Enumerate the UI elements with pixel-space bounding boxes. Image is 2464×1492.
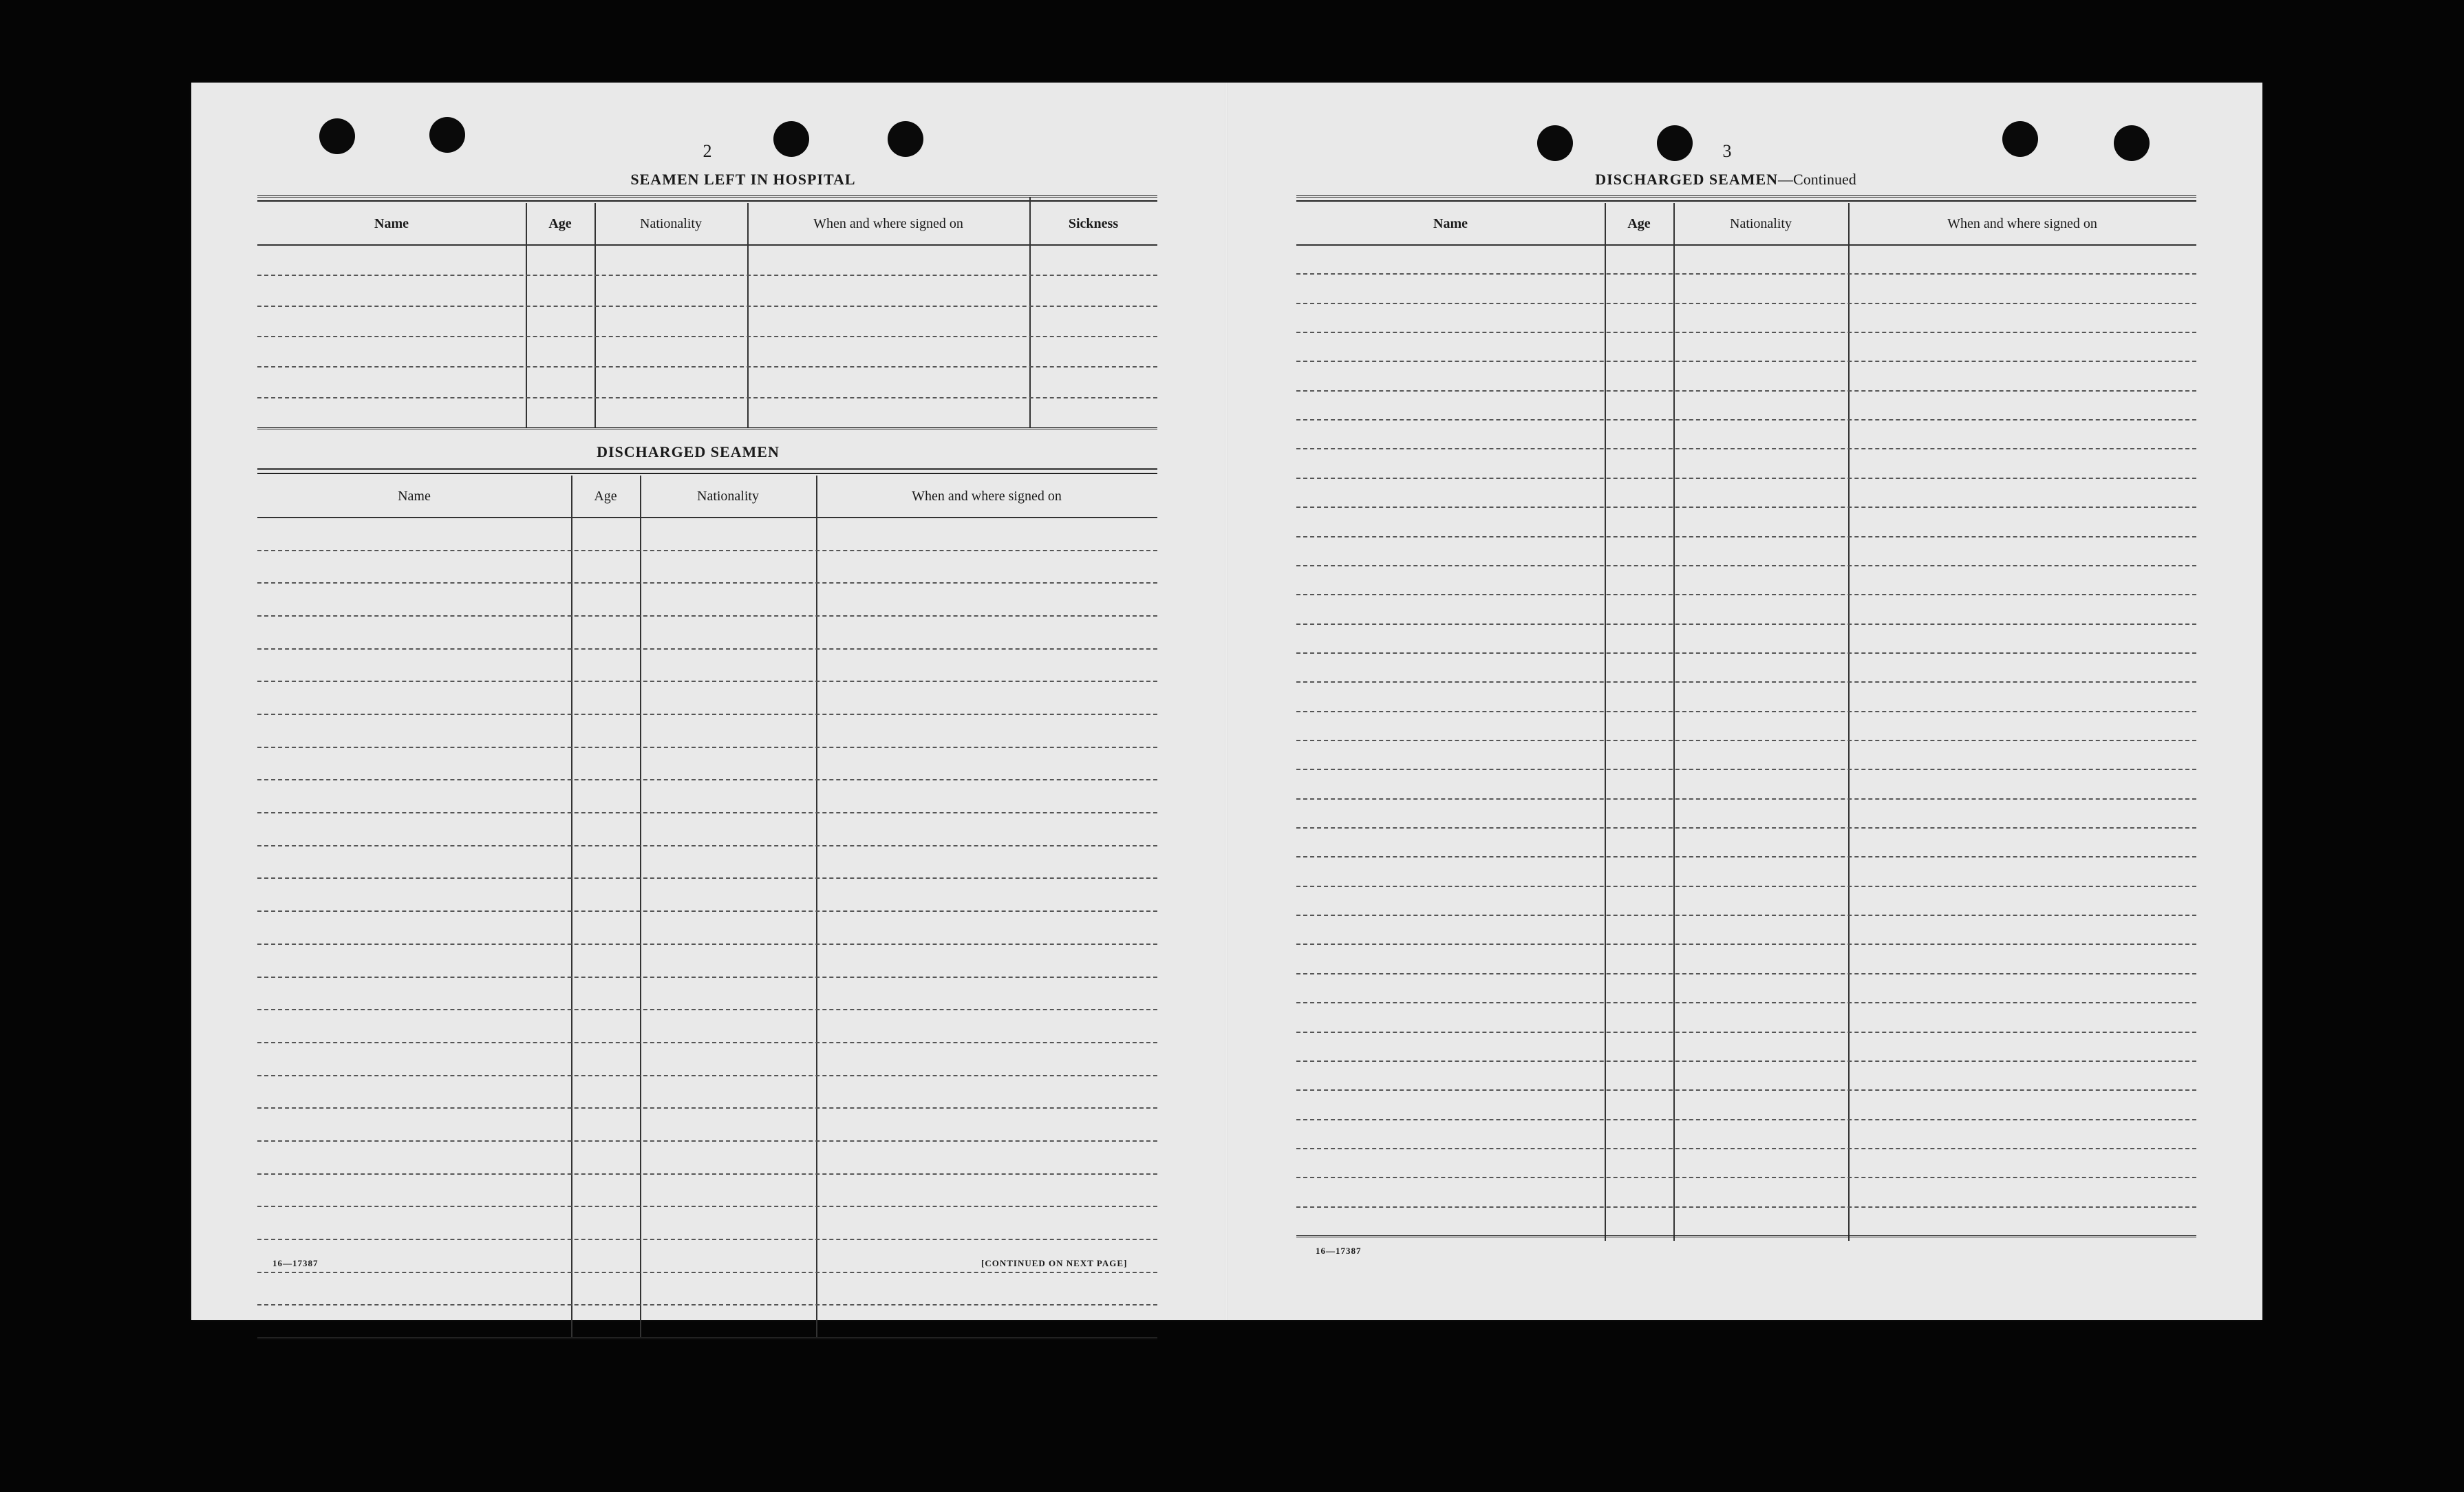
table-row-line [257,336,1157,337]
table-row-line [257,648,1157,650]
column-header-name: Name [374,215,409,231]
table-row-line [257,845,1157,846]
column-header-nationality: Nationality [1730,215,1792,231]
table-row-line [1296,1089,2196,1091]
table-row-line [1296,769,2196,770]
table-row-line [1296,565,2196,566]
table-row-line [257,366,1157,367]
table-row-line [1296,1119,2196,1120]
table-row-line [1296,973,2196,974]
form-number: 16—17387 [272,1258,319,1268]
column-header-nationality: Nationality [697,488,759,504]
table-row-line [257,615,1157,617]
table-row-line [257,1272,1157,1273]
left-page [191,83,1225,1320]
table-row-line [257,944,1157,945]
table-row-line [1296,798,2196,800]
table-row-line [1296,915,2196,916]
column-header-age: Age [594,488,617,504]
discharged-table-header [257,476,1157,518]
table-row-line [1296,886,2196,887]
table-row-line [257,275,1157,276]
table-row-line [1296,273,2196,275]
discharged-section-title: DISCHARGED SEAMEN [597,443,780,460]
right-page [1228,83,2262,1320]
column-header-name: Name [1433,215,1468,231]
hospital-section-title: SEAMEN LEFT IN HOSPITAL [630,171,856,188]
table-row-line [257,1075,1157,1076]
form-number: 16—17387 [1316,1246,1362,1256]
table-row-line [257,1107,1157,1109]
column-header-signed-on: When and where signed on [813,215,963,231]
column-header-signed-on: When and where signed on [912,488,1062,504]
page-number: 3 [1722,141,1732,161]
table-row-line [1296,419,2196,420]
table-row-line [257,910,1157,912]
table-row-line [257,550,1157,551]
table-row-line [1296,1177,2196,1178]
table-row-line [1296,1002,2196,1003]
table-row-line [1296,448,2196,449]
table-row-line [1296,711,2196,712]
table-row-line [257,582,1157,584]
table-row-line [1296,303,2196,304]
table-row-line [257,877,1157,879]
table-row-line [1296,1148,2196,1149]
table-row-line [257,397,1157,398]
hospital-table-header [257,203,1157,246]
table-row-line [257,812,1157,813]
table-row-line [257,1206,1157,1207]
table-row-line [1296,944,2196,945]
table-row-line [1296,624,2196,625]
table-row-line [257,714,1157,715]
column-header-nationality: Nationality [640,215,702,231]
section-title-suffix: —Continued [1778,171,1856,188]
table-row-line [1296,856,2196,857]
table-row-line [1296,594,2196,595]
table-row-line [1296,1032,2196,1033]
table-row-line [1296,536,2196,537]
column-header-sickness: Sickness [1068,215,1119,231]
section-title-main: DISCHARGED SEAMEN [1595,171,1779,188]
discharged-continued-header [1296,203,2196,246]
table-row-line [257,1173,1157,1175]
table-row-line [1296,507,2196,508]
page-number: 2 [703,141,712,161]
table-row-line [1296,478,2196,479]
table-row-line [1296,390,2196,392]
column-header-name: Name [398,488,431,504]
table-row-line [1296,1061,2196,1062]
table-row-line [257,681,1157,682]
table-row-line [1296,332,2196,333]
table-row-line [257,1042,1157,1043]
table-row-line [257,779,1157,780]
discharged-table [257,468,1157,1337]
column-header-signed-on: When and where signed on [1947,215,2097,231]
table-row-line [257,1239,1157,1240]
table-row-line [1296,740,2196,741]
discharged-continued-title [1567,171,1884,189]
table-row-line [257,1304,1157,1306]
column-header-age: Age [548,215,572,231]
table-row-line [1296,652,2196,654]
continued-note: [CONTINUED ON NEXT PAGE] [981,1258,1128,1268]
table-row-line [257,306,1157,307]
table-row-line [1296,827,2196,829]
table-row-line [1296,361,2196,362]
discharged-continued-table [1296,195,2196,1202]
ledger-sheet [191,83,2262,1320]
table-row-line [257,1009,1157,1010]
table-row-line [1296,681,2196,683]
table-row-line [257,747,1157,748]
table-row-line [1296,1206,2196,1208]
table-row-line [257,977,1157,978]
column-header-age: Age [1627,215,1651,231]
table-row-line [257,1140,1157,1142]
